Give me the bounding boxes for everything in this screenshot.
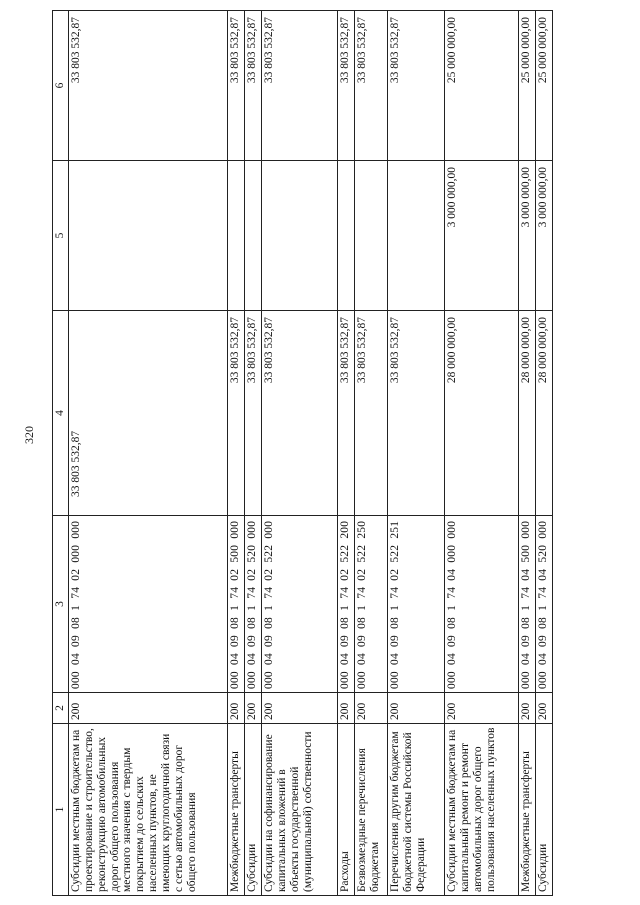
row-classifier: 000 04 09 08 1 74 02 500 000 — [227, 516, 244, 693]
row-name: Расходы — [337, 724, 354, 896]
row-name: Безвозмездные перечисления бюджетам — [354, 724, 387, 896]
row-name: Субсидии — [535, 724, 552, 896]
row-classifier: 000 04 09 08 1 74 02 522 200 — [337, 516, 354, 693]
row-col4: 33 803 532,87 — [227, 311, 244, 516]
row-code: 200 — [387, 693, 444, 724]
row-classifier: 000 04 09 08 1 74 02 522 251 — [387, 516, 444, 693]
row-name: Субсидии — [244, 724, 261, 896]
row-classifier: 000 04 09 08 1 74 02 520 000 — [244, 516, 261, 693]
row-classifier: 000 04 09 08 1 74 02 522 250 — [354, 516, 387, 693]
row-code: 200 — [244, 693, 261, 724]
table-row — [68, 11, 227, 896]
row-classifier: 000 04 09 08 1 74 04 000 000 — [444, 516, 518, 693]
row-col6: 25 000 000,00 — [444, 11, 518, 161]
table-row — [244, 11, 261, 896]
column-header: 4 — [53, 311, 69, 516]
table-header-row — [53, 11, 69, 896]
row-col5: 3 000 000,00 — [444, 161, 518, 311]
row-name: Межбюджетные трансферты — [518, 724, 535, 896]
row-code: 200 — [337, 693, 354, 724]
row-col5 — [68, 161, 227, 311]
column-header: 2 — [53, 693, 69, 724]
row-col4: 33 803 532,87 — [244, 311, 261, 516]
row-name: Перечисления другим бюджетам бюджетной системы Российской Федерации — [387, 724, 444, 896]
row-code: 200 — [68, 693, 227, 724]
row-code: 200 — [444, 693, 518, 724]
budget-table — [52, 10, 553, 896]
row-col5 — [244, 161, 261, 311]
row-classifier: 000 04 09 08 1 74 02 522 000 — [261, 516, 337, 693]
column-header: 6 — [53, 11, 69, 161]
row-col4: 33 803 532,87 — [68, 311, 227, 516]
column-header: 1 — [53, 724, 69, 896]
row-col4: 28 000 000,00 — [444, 311, 518, 516]
table-row — [337, 11, 354, 896]
table-row — [227, 11, 244, 896]
row-col5 — [387, 161, 444, 311]
row-col6: 25 000 000,00 — [535, 11, 552, 161]
row-col4: 33 803 532,87 — [261, 311, 337, 516]
table-row — [444, 11, 518, 896]
row-col5 — [227, 161, 244, 311]
column-header: 5 — [53, 161, 69, 311]
row-col6: 33 803 532,87 — [68, 11, 227, 161]
row-col4: 28 000 000,00 — [518, 311, 535, 516]
row-code: 200 — [518, 693, 535, 724]
row-name: Субсидии на софинансирование капитальных вложений в объекты государственной (муниципальной) собственности — [261, 724, 337, 896]
table-row — [387, 11, 444, 896]
table-row — [354, 11, 387, 896]
row-classifier: 000 04 09 08 1 74 02 000 000 — [68, 516, 227, 693]
row-code: 200 — [261, 693, 337, 724]
row-code: 200 — [227, 693, 244, 724]
rotated-page — [52, 11, 592, 896]
row-col6: 25 000 000,00 — [518, 11, 535, 161]
page-number: 320 — [22, 426, 36, 444]
row-col6: 33 803 532,87 — [227, 11, 244, 161]
row-classifier: 000 04 09 08 1 74 04 520 000 — [535, 516, 552, 693]
row-col4: 33 803 532,87 — [337, 311, 354, 516]
row-col6: 33 803 532,87 — [387, 11, 444, 161]
row-code: 200 — [354, 693, 387, 724]
row-col5 — [261, 161, 337, 311]
row-code: 200 — [535, 693, 552, 724]
row-col5 — [337, 161, 354, 311]
row-col5: 3 000 000,00 — [535, 161, 552, 311]
table-row — [535, 11, 552, 896]
row-col6: 33 803 532,87 — [261, 11, 337, 161]
table-row — [518, 11, 535, 896]
row-col4: 33 803 532,87 — [387, 311, 444, 516]
row-col5: 3 000 000,00 — [518, 161, 535, 311]
column-header: 3 — [53, 516, 69, 693]
row-name: Межбюджетные трансферты — [227, 724, 244, 896]
table-row — [261, 11, 337, 896]
row-col4: 33 803 532,87 — [354, 311, 387, 516]
row-col5 — [354, 161, 387, 311]
row-name: Субсидии местным бюджетам на проектирование и строительство, реконструкцию автомобильных дорог общего пользования местного значения с твердым покрытием до сельских населенных пунктов, не имеющих круглогодичной связи с сетью автомобильных дорог общего пользования — [68, 724, 227, 896]
row-col6: 33 803 532,87 — [244, 11, 261, 161]
row-col4: 28 000 000,00 — [535, 311, 552, 516]
row-classifier: 000 04 09 08 1 74 04 500 000 — [518, 516, 535, 693]
row-col6: 33 803 532,87 — [337, 11, 354, 161]
row-col6: 33 803 532,87 — [354, 11, 387, 161]
row-name: Субсидии местным бюджетам на капитальный ремонт и ремонт автомобильных дорог общего пользования населенных пунктов — [444, 724, 518, 896]
